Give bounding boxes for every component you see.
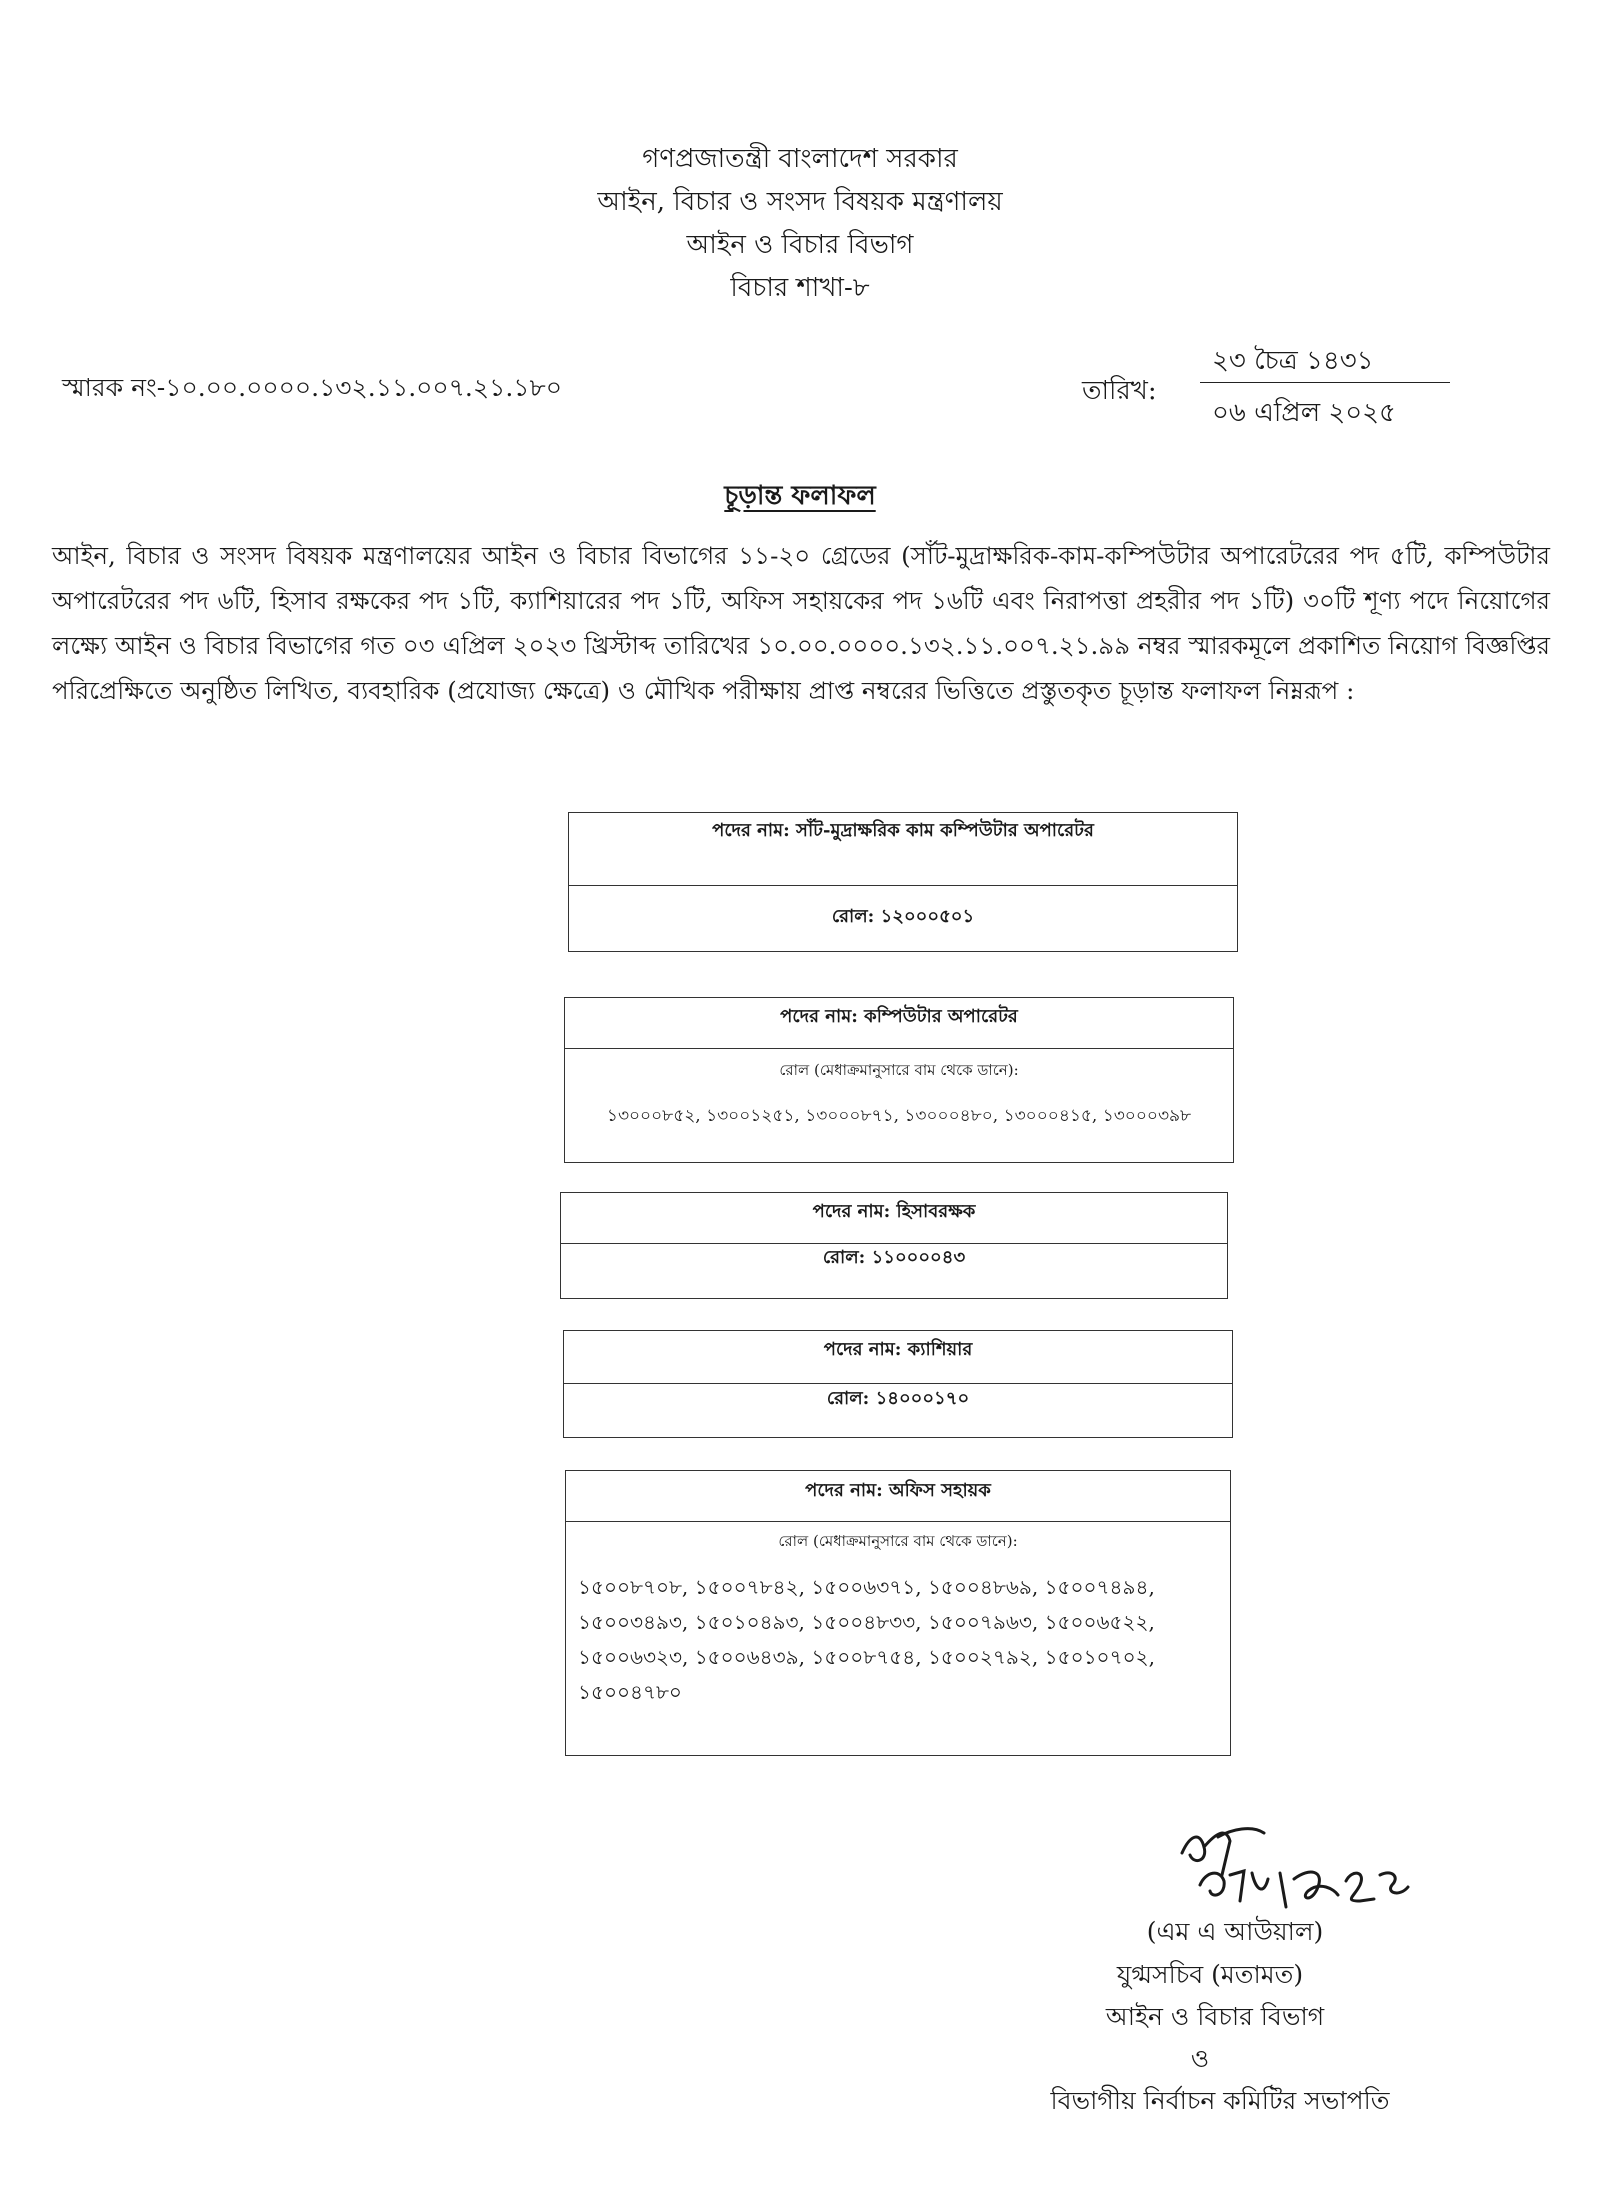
roll-row: ১৫০০৮৭০৮, ১৫০০৭৮৪২, ১৫০০৬৩৭১, ১৫০০৪৮৬৯, ১৫০০৭৪৯৪, (578, 1575, 1155, 1599)
signatory-committee: বিভাগীয় নির্বাচন কমিটির সভাপতি (1050, 2086, 1390, 2115)
roll-row: ১৫০০৪৭৮০ (578, 1680, 682, 1704)
division-name: আইন ও বিচার বিভাগ (686, 230, 914, 260)
date-divider (1200, 382, 1450, 383)
roll-heading: রোল (মেধাক্রমানুসারে বাম থেকে ডানে): (778, 1532, 1018, 1550)
roll-number: রোল: ১৪০০০১৭০ (826, 1388, 970, 1409)
ministry-name: আইন, বিচার ও সংসদ বিষয়ক মন্ত্রণালয় (597, 187, 1003, 217)
date-bangla: ২৩ চৈত্র ১৪৩১ (1212, 346, 1374, 376)
post-box-office-assistant (565, 1470, 1231, 1756)
post-title: পদের নাম: হিসাবরক্ষক (561, 1193, 1227, 1244)
post-box-cashier (563, 1330, 1233, 1438)
signatory-designation: যুগ্মসচিব (মতামত) (1116, 1960, 1304, 1989)
post-box-steno (568, 812, 1238, 952)
result-title (0, 475, 1600, 519)
post-title: পদের নাম: অফিস সহায়ক (566, 1471, 1230, 1522)
signatory-conjunction: ও (1190, 2044, 1210, 2073)
letterhead (0, 138, 1600, 310)
government-name: গণপ্রজাতন্ত্রী বাংলাদেশ সরকার (642, 144, 958, 174)
roll-number: রোল: ১২০০০৫০১ (831, 906, 975, 927)
post-title: পদের নাম: সাঁট-মুদ্রাক্ষরিক কাম কম্পিউটার অপারেটর (569, 813, 1237, 886)
post-title: পদের নাম: কম্পিউটার অপারেটর (565, 998, 1233, 1049)
result-title-text: চূড়ান্ত ফলাফল (724, 481, 876, 511)
signatory-name: (এম এ আউয়াল) (1146, 1917, 1324, 1946)
memo-number: স্মারক নং-১০.০০.০০০০.১৩২.১১.০০৭.২১.১৮০ (62, 373, 562, 402)
post-title: পদের নাম: ক্যাশিয়ার (564, 1331, 1232, 1384)
roll-heading: রোল (মেধাক্রমানুসারে বাম থেকে ডানে): (779, 1061, 1019, 1079)
roll-list: ১৩০০০৮৫২, ১৩০০১২৫১, ১৩০০০৮৭১, ১৩০০০৪৮০, ১৩০০০৪১৫, ১৩০০০৩৯৮ (606, 1106, 1192, 1126)
intro-paragraph: আইন, বিচার ও সংসদ বিষয়ক মন্ত্রণালয়ের আইন ও বিচার বিভাগের ১১-২০ গ্রেডের (সাঁট-মুদ্রাক্ষরিক-কাম-কম্পিউটার অপারেটরের পদ ৫টি, কম্পিউটার অপারেটরের পদ ৬টি, হিসাব রক্ষকের পদ ১টি, ক্যাশিয়ারের পদ ১টি, অফিস সহায়কের পদ ১৬টি এবং নিরাপত্তা প্রহরীর পদ ১টি) ৩০টি শূণ্য পদে নিয়োগের লক্ষ্যে আইন ও বিচার বিভাগের গত ০৩ এপ্রিল ২০২৩ খ্রিস্টাব্দ তারিখের ১০.০০.০০০০.১৩২.১১.০০৭.২১.৯৯ নম্বর স্মারকমূলে প্রকাশিত নিয়োগ বিজ্ঞপ্তির পরিপ্রেক্ষিতে অনুষ্ঠিত লিখিত, ব্যবহারিক (প্রযোজ্য ক্ষেত্রে) ও মৌখিক পরীক্ষায় প্রাপ্ত নম্বরের ভিত্তিতে প্রস্তুতকৃত চূড়ান্ত ফলাফল নিম্নরূপ : (52, 541, 1550, 705)
section-name: বিচার শাখা-৮ (730, 273, 870, 303)
post-box-accountant (560, 1192, 1228, 1299)
date-english: ০৬ এপ্রিল ২০২৫ (1212, 398, 1396, 428)
signatory-division: আইন ও বিচার বিভাগ (1105, 2002, 1325, 2031)
roll-number: রোল: ১১০০০০৪৩ (822, 1247, 966, 1268)
post-box-computer-operator (564, 997, 1234, 1163)
roll-row: ১৫০০৬৩২৩, ১৫০০৬৪৩৯, ১৫০০৮৭৫৪, ১৫০০২৭৯২, ১৫০১০৭০২, (578, 1645, 1155, 1669)
date-label: তারিখ: (1082, 376, 1157, 406)
roll-list (566, 1570, 1230, 1710)
roll-row: ১৫০০৩৪৯৩, ১৫০১০৪৯৩, ১৫০০৪৮৩৩, ১৫০০৭৯৬৩, ১৫০০৬৫২২, (578, 1610, 1155, 1634)
